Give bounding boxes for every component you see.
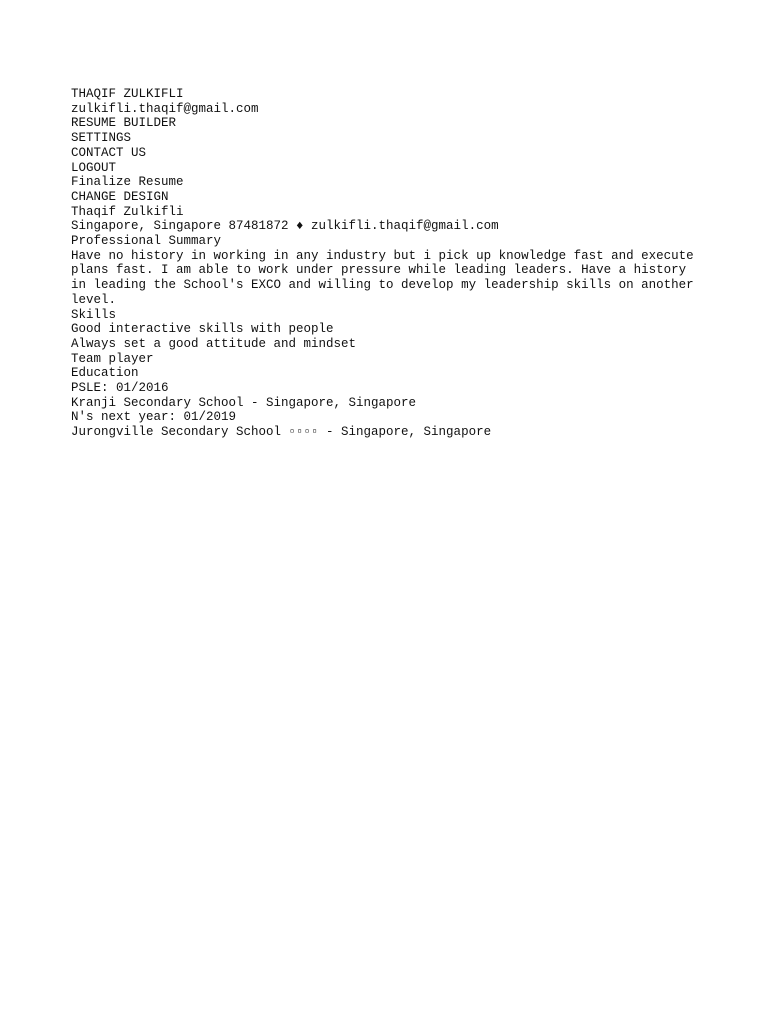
education-date: N's next year: 01/2019 xyxy=(71,410,237,425)
education-heading: Education xyxy=(71,366,139,381)
nav-resume-builder-link[interactable]: RESUME BUILDER xyxy=(71,116,177,131)
finalize-resume-title: Finalize Resume xyxy=(71,175,184,190)
nav-logout-link[interactable]: LOGOUT xyxy=(71,160,117,175)
skills-heading: Skills xyxy=(71,307,117,322)
nav-settings-link[interactable]: SETTINGS xyxy=(71,131,132,146)
user-email: zulkifli.thaqif@gmail.com xyxy=(71,101,259,116)
skill-item: Team player xyxy=(71,351,154,366)
nav-contact-us-link[interactable]: CONTACT US xyxy=(71,145,147,160)
skill-item: Good interactive skills with people xyxy=(71,322,334,337)
education-school: Jurongville Secondary School ▫▫▫▫ - Singapore, Singapore xyxy=(71,425,492,440)
resume-name: Thaqif Zulkifli xyxy=(71,204,184,219)
user-name: THAQIF ZULKIFLI xyxy=(71,87,184,101)
skill-item: Always set a good attitude and mindset xyxy=(71,336,357,351)
resume-contact-line: Singapore, Singapore 87481872 ♦ zulkifli.thaqif@gmail.com xyxy=(71,219,499,234)
summary-text: Have no history in working in any industry but i pick up knowledge fast and execute plans fast. I am able to work under pressure while leading leaders. Have a history in leading the School's EXCO and willing to develop my leadership skills on another level. xyxy=(71,248,694,307)
education-date: PSLE: 01/2016 xyxy=(71,381,169,396)
summary-heading: Professional Summary xyxy=(71,234,222,249)
resume-page xyxy=(71,87,711,440)
change-design-button[interactable]: CHANGE DESIGN xyxy=(71,189,169,204)
education-school: Kranji Secondary School - Singapore, Singapore xyxy=(71,395,417,410)
